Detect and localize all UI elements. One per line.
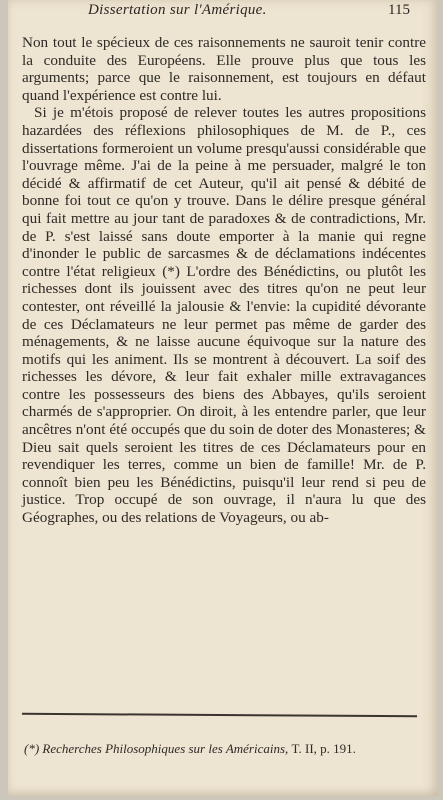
footnote xyxy=(24,740,424,757)
paragraph: Si je m'étois proposé de relever toutes les autres propositions hazardées des réflexions philosophiques de M. de P., ces dissertations formeroient un volume presqu'aussi considérable que l'ouvrage même. J'ai de la peine à me persuader, malgré le ton décidé & affirmatif de cet Auteur, qu'il ait pensé & débité de bonne foi tout ce qu'on y trouve. Dans le délire presque général qui fait mettre au jour tant de paradoxes & de contradictions, Mr. de P. s'est laissé sans doute emporter à la manie qui regne d'inonder le public de sarcasmes & de déclamations indécentes contre l'état religieux (*) L'ordre des Bénédictins, ou plutôt les richesses dont ils jouissent avec des titres qu'on ne peut leur contester, ont réveillé la jalousie & l'envie: la cupidité dévorante de ces Déclamateurs ne leur permet pas même de garder des ménagements, & ne laisse aucune équivoque sur la nature des motifs qui les animent. Ils se montrent à découvert. La soif des richesses les dévore, & leur fait exhaler mille extravagances contre les possesseurs des biens des Abbayes, qu'ils seroient charmés de s'approprier. On diroit, à les entendre parler, que leur ancêtres n'ont été occupés que du soin de doter des Monasteres; & Dieu sait quels seroient les titres de ces Déclamateurs pour en revendiquer les terres, comme un bien de famille! Mr. de P. connoît bien peu les Bénédictins, puisqu'il leur rend si peu de justice. Trop occupé de son ouvrage, il n'aura lu que des Géographes, ou des relations de Voyageurs, ou ab- xyxy=(22,104,426,527)
body-text xyxy=(22,34,426,527)
page-header xyxy=(8,2,438,26)
footnote-divider xyxy=(22,713,417,717)
paragraph: Non tout le spécieux de ces raisonnements ne sauroit tenir contre la conduite des Européens. Elle prouve plus que tous les arguments; parce que le raisonnement, est toujours en défaut quand l'expérience est contre lui. xyxy=(22,34,426,104)
footnote-text: (*) Recherches Philosophiques sur les Américains, xyxy=(24,741,289,756)
running-title: Dissertation sur l'Amérique. xyxy=(88,2,267,18)
book-page xyxy=(8,0,438,796)
page-number: 115 xyxy=(388,2,410,18)
footnote-reference: T. II, p. 191. xyxy=(291,741,356,756)
